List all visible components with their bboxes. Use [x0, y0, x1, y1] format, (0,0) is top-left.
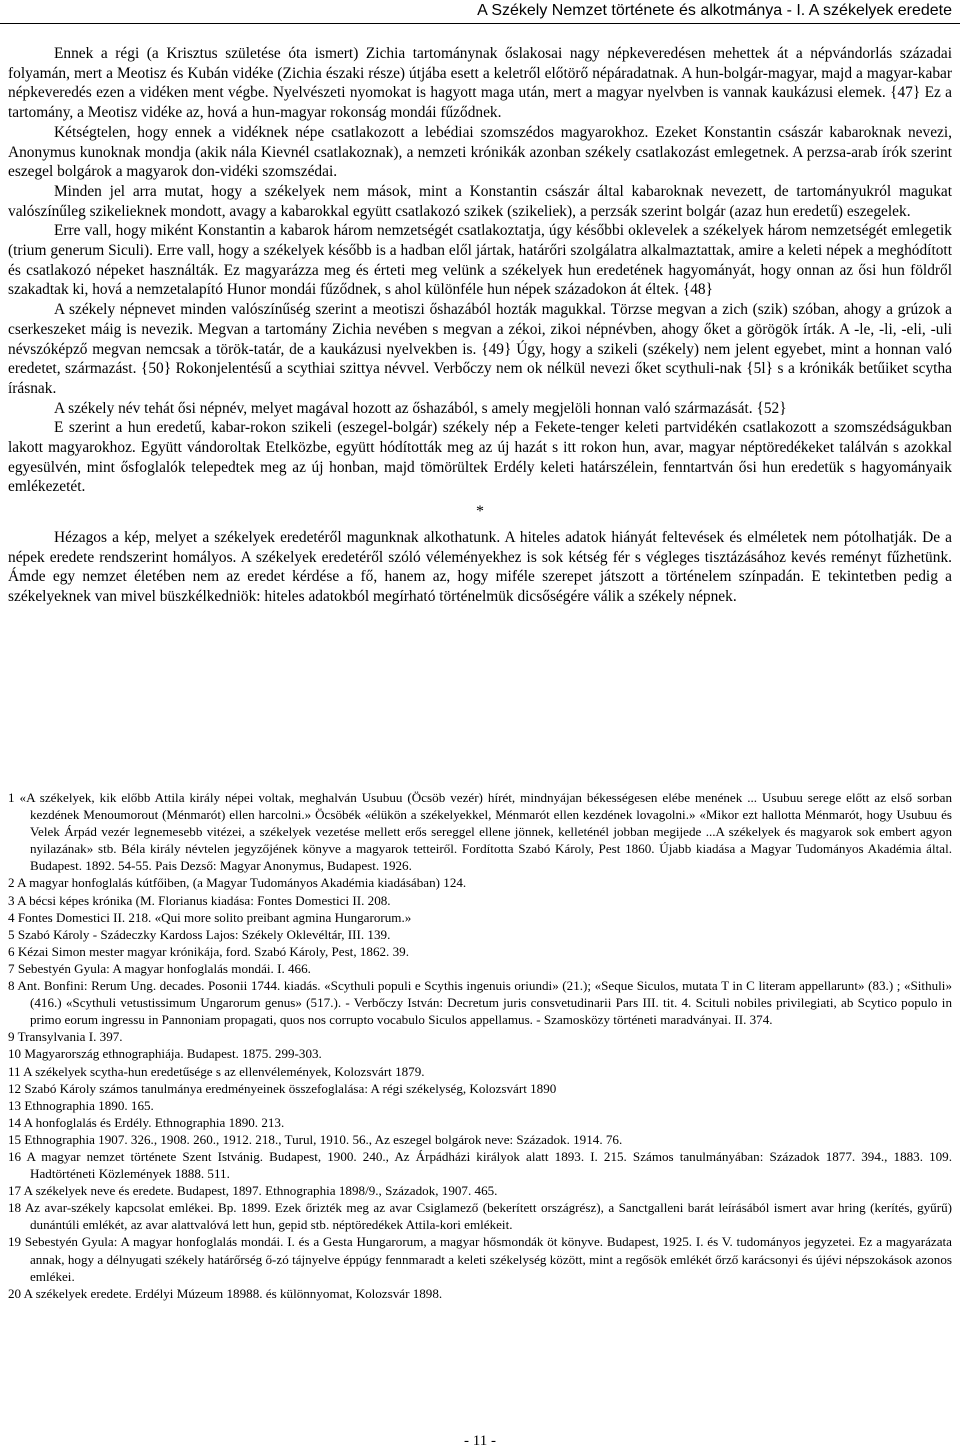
- footnote: 2 A magyar honfoglalás kútfőiben, (a Magyar Tudományos Akadémia kiadásában) 124.: [8, 875, 467, 891]
- section-separator: *: [476, 503, 484, 521]
- footnotes: [8, 789, 952, 1302]
- footnote: 17 A székelyek neve és eredete. Budapest, 1897. Ethnographia 1898/9., Századok, 1907. 465.: [8, 1183, 498, 1199]
- footnote: 20 A székelyek eredete. Erdélyi Múzeum 18988. és különnyomat, Kolozsvár 1898.: [8, 1285, 443, 1301]
- footnote: 13 Ethnographia 1890. 165.: [8, 1097, 154, 1113]
- footnote: 12 Szabó Károly számos tanulmánya eredményeinek összefoglalása: A régi székelység, Kolozsvárt 1890: [8, 1080, 557, 1096]
- paragraph: Ennek a régi (a Krisztus születése óta ismert) Zichia tartománynak őslakosai nagy népkeveredésen mehettek át a népvándorlás századai folyamán, mert a Meotisz és Kubán vidéke (Zichia északi része) útjába esett a keletről előtörő népáradatnak. A hun-bolgár-magyar, majd a magyar-kabar népkeveredés ezen a vidéken ment végbe. Nyelvészeti nyomokat is hagyott maga után, mert a magyar nyelvben is vannak kaukázusi elemek. {47} Ez a tartomány, a Meotisz vidéke az, hová a hun-magyar rokonság mondái fűződnek.: [8, 45, 952, 122]
- footnote: 8 Ant. Bonfini: Rerum Ung. decades. Posonii 1744. kiadás. «Scythuli populi e Scythis ingenuis oriundi» (21.); «Seque Siculos, mutata T in C literam appellarunt» (83.) ; «Sithuli» (416.) «Scythuli vetustissimum Ungarorum genus» (517.). - Verbőczy István: Decretum juris consvetudinarii Pars III. tit. 4. Scituli nobiles privilegiati, ab Scytico populo in primo eorum ingressu in Pannoniam propagati, quos nos corrupto vocabulo Siculos appellamus. - Szamosközy történeti maradványai. II. 374.: [8, 978, 952, 1028]
- paragraph: E szerint a hun eredetű, kabar-rokon szikeli (eszegel-bolgár) székely nép a Fekete-tenger keleti partvidékén csatlakozott a szomszédságukban lakott magyarokhoz. Együtt vándoroltak Etelközbe, együtt hódították meg az új hazát s itt rokon hun, avar, magyar néptöredékeket találván s azokkal egyesülvén, mint ősfoglalók telepedtek meg az új honban, majd tömörültek Erdély keleti határszélein, fenntartván ősi hun eredetük s hagyományaik emlékezetét.: [8, 419, 952, 496]
- paragraph: A székely népnevet minden valószínűség szerint a meotiszi őshazából hozták magukkal. Törzse megvan a zich (szik) szóban, ahogy a grúzok a cserkeszeket máig is nevezik. Megvan a tartomány Zichia nevében s megvan a zékoi, zikoi népnévben, ahogy őket a görögök írták. A -le, -li, -eli, -uli névszóképző megvan nemcsak a török-tatár, de a kaukázusi nyelvekben is. {49} Úgy, hogy a szikeli (székely) nem jelent egyebet, mint a honnan való eredetet, származást. {50} Rokonjelentésű a scythiai szittya névvel. Verbőczy nem ok nélkül nevezi őket scythuli-nak {5l} s a krónikák betűiket scytha írásnak.: [8, 301, 952, 397]
- paragraph: A székely név tehát ősi népnév, melyet magával hozott az őshazából, s amely megjelöli honnan való származását. {52}: [54, 399, 787, 417]
- closing-paragraph: Hézagos a kép, melyet a székelyek eredetéről magunknak alkothatunk. A hiteles adatok hiányát feltevések és elméletek nem pótolhatják. De a népek eredete rendszerint homályos. A székelyek eredetéről szóló véleményekhez is sok kétség fér s végleges tisztázásához kevés reményt fűzhetünk. Ámde egy nemzet életében nem az eredet kérdése a fő, hanem az, hogy miféle szerepet játszott a történelem színpadán. E tekintetben pedig a székelyeknek van mivel büszkélkedniök: hiteles adatokból megírható történelmük dicsőségére válik a székely népnek.: [8, 528, 952, 605]
- paragraph: Erre vall, hogy miként Konstantin a kabarok három nemzetségét csatlakoztatja, úgy későbbi oklevelek a székelyek három nemzetségét emlegetik (trium generum Siculi). Erre vall, hogy a székelyek később is a hadban elől jártak, határőri szolgálatra alkalmaztattak, amire a keleti népek a meghódított és csatlakozó népeket használták. Ez magyarázza meg és érteti meg velünk a székelyek hun eredetének hagyományát, hogy onnan az ősi hun földről szakadtak ki, hová a nemzetalapító Hunor mondái fűződnek, s ahol különféle hun népek századokon át éltek. {48}: [8, 222, 952, 299]
- footnote: 6 Kézai Simon mester magyar krónikája, ford. Szabó Károly, Pest, 1862. 39.: [8, 943, 409, 959]
- footnote: 4 Fontes Domestici II. 218. «Qui more solito preibant agmina Hungarorum.»: [8, 909, 412, 925]
- paragraph: Kétségtelen, hogy ennek a vidéknek népe csatlakozott a lebédiai szomszédos magyarokhoz. Ezeket Konstantin császár kabaroknak nevezi, Anonymus kunoknak mondja (akik nála Kievnél csatlakoznak), a nemzeti krónikák azonban székely csatlakozást emlegetnek. A perzsa-arab írók szerint eszegel bolgárok a magyarok don-vidéki szomszédai.: [8, 123, 952, 181]
- footnote: 16 A magyar nemzet története Szent Istvánig. Budapest, 1900. 240., Az Árpádházi királyok alatt 1893. I. 215. Számos tanulmányában: Századok 1877. 394., 1883. 109. Hadtörténeti Közlemények 1888. 511.: [8, 1148, 952, 1182]
- footnote: 15 Ethnographia 1907. 326., 1908. 260., 1912. 218., Turul, 1910. 56., Az eszegel bolgárok neve: Századok. 1914. 76.: [8, 1131, 623, 1147]
- footnote: 19 Sebestyén Gyula: A magyar honfoglalás mondái. I. és a Gesta Hungarorum, a magyar hősmondák öt könyve. Budapest, 1925. I. és V. tudományos jegyzetei. Ez a magyarázata annak, hogy a délnyugati székely határőrség ő-zó tájnyelve éppúgy fennmaradt a keleti székelység között, mint a regősök emlékét őrző karácsonyi és újévi népszokások azonos emlékei.: [8, 1234, 952, 1284]
- running-header: A Székely Nemzet története és alkotmánya - I. A székelyek eredete: [477, 2, 952, 19]
- paragraph: Minden jel arra mutat, hogy a székelyek nem mások, mint a Konstantin császár által kabaroknak nevezett, de tartományukról magukat valószínűleg szikelieknek mondott, avagy a kabarokkal együtt csatlakozó szikek (szikeliek), a perzsák szerint bolgár (azaz hun eredetű) eszegelek.: [8, 182, 952, 220]
- footnote: 14 A honfoglalás és Erdély. Ethnographia 1890. 213.: [8, 1114, 285, 1130]
- footnote: 10 Magyarország ethnographiája. Budapest. 1875. 299-303.: [8, 1046, 322, 1062]
- footnote: 11 A székelyek scytha-hun eredetűsége s az ellenvélemények, Kolozsvárt 1879.: [8, 1063, 425, 1079]
- footnote: 9 Transylvania I. 397.: [8, 1029, 123, 1045]
- header-rule: [0, 23, 960, 24]
- footnote: 5 Szabó Károly - Szádeczky Kardoss Lajos: Székely Oklevéltár, III. 139.: [8, 926, 391, 942]
- footnote: 7 Sebestyén Gyula: A magyar honfoglalás mondái. I. 466.: [8, 960, 311, 976]
- footnote: 3 A bécsi képes krónika (M. Florianus kiadása: Fontes Domestici II. 208.: [8, 892, 391, 908]
- main-text: [8, 44, 952, 607]
- page-number: - 11 -: [464, 1433, 496, 1449]
- footnote: 18 Az avar-székely kapcsolat emlékei. Bp. 1899. Ezek őrizték meg az avar Csiglamező (bekerített országrész), a Sanctgalleni barát leírásából ismert avar hring (kerítés, gyűrű) dunántúli emlékét, az avar alattvalóvá lett hun, gepid stb. néptöredékek Attila-kori emlékeit.: [8, 1200, 952, 1233]
- footnote: 1 «A székelyek, kik előbb Attila király népei voltak, meghalván Usubuu (Öcsöb vezér) hírét, mindnyájan békességesen elébe menének ... Usubuu serege előtt az első sorban kezdének Menoumorout (Ménmarót) ellen harcolni.» Öcsöbék «élükön a székelyekkel, Ménmarót ellen kezdének lovagolni.» «Mikor ezt hallotta Ménmarót, hogy Usubuu és Velek Árpád vezér legnemesebb vitézei, a székelyek vezetése mellett erős sereggel ellene jönnek, kelleténél jobban megijede ...A székelyek és magyarok sok embert agyon nyilazának» stb. Béla király névtelen jegyzőjének könyve a magyarok tetteiről. Fordította Szabó Károly, Pest 1860. Újabb kiadása a Magyar Tudományos Akadémia által. Budapest. 1892. 54-55. Pais Dezső: Magyar Anonymus, Budapest. 1926.: [8, 790, 952, 874]
